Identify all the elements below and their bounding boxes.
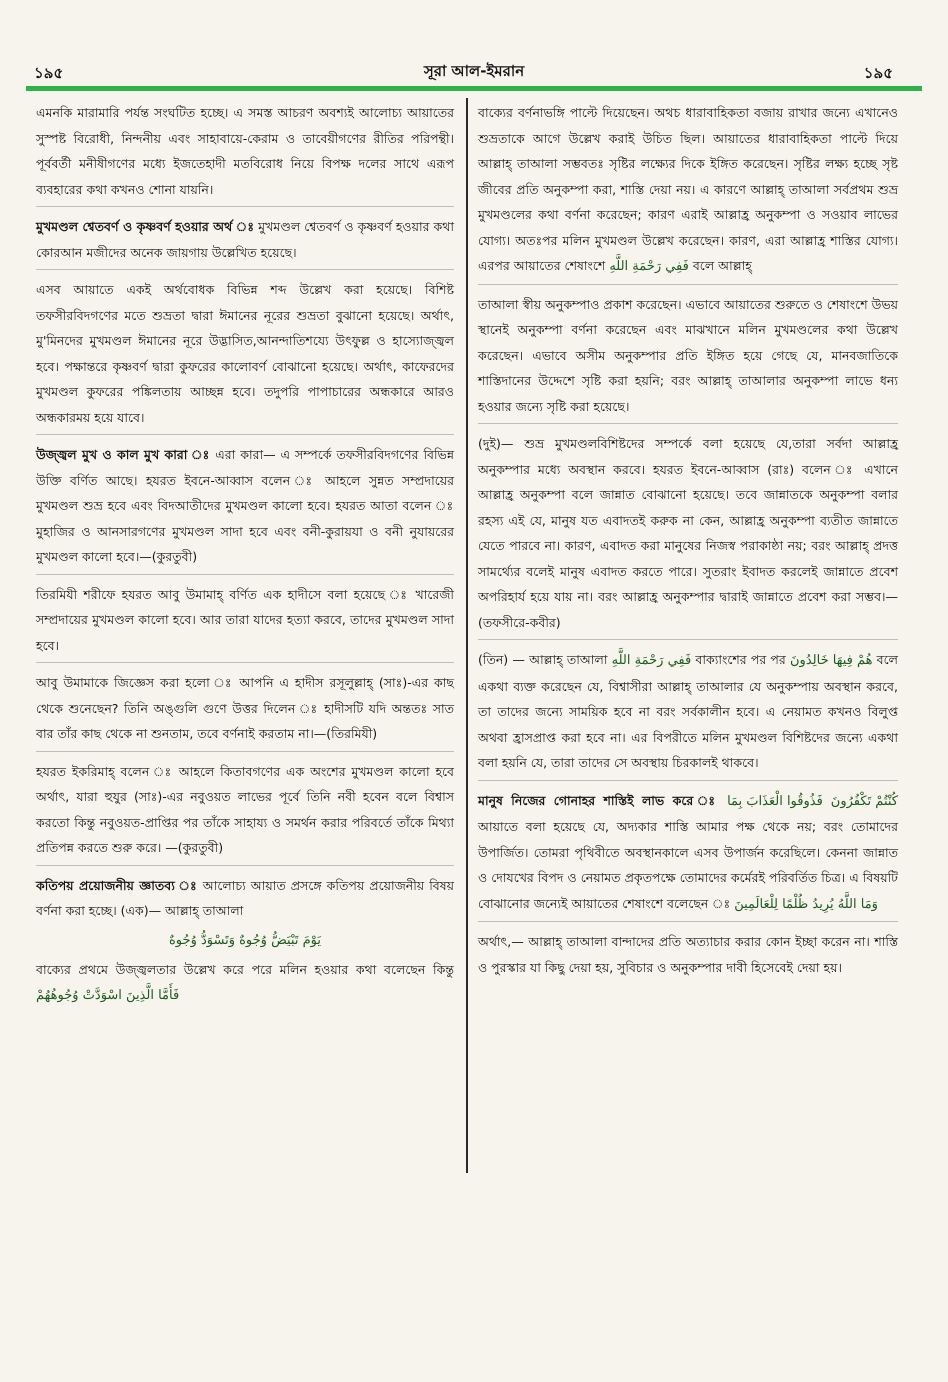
paragraph-text: বাক্যের বর্ণনাভঙ্গি পাল্টে দিয়েছেন। অথচ ধারাবাহিকতা বজায় রাখার জন্যে এখানেও শুভ্রতাকে আগে উল্লেখ করাই উচিত ছিল। আয়াতের ধারাবাহিকতা পাল্টে দিয়ে আল্লাহ্ তাআলা সম্ভবতঃ সৃষ্টির লক্ষ্যের দিকে ইঙ্গিত করেছেন। সৃষ্টির লক্ষ্য হচ্ছে সৃষ্ট জীবের প্রতি অনুকম্পা করা, শাস্তি দেয়া নয়। এ কারণে আল্লাহ্ তাআলা সর্বপ্রথম শুভ্র মুখমণ্ডলের কথা বর্ণনা করেছেন; কারণ এরাই আল্লাহ্র অনুকম্পা ও সওয়াব লাভের যোগ্য। অতঃপর মলিন মুখমণ্ডল উল্লেখ করেছেন। কারণ, এরা আল্লাহ্র শাস্তির যোগ্য। এরপর আয়াতের শেষাংশে — [478, 105, 898, 273]
paragraph-text: পর — [770, 652, 786, 667]
paragraph — [36, 442, 454, 570]
paragraph-separator — [478, 639, 898, 640]
paragraph-separator — [478, 921, 898, 922]
arabic-verse: يَوْمَ تَبْيَضُّ وُجُوهٌ وَتَسْوَدُّ وُجُوهٌ — [169, 932, 321, 948]
arabic-verse: فَفِي رَحْمَةِ اللَّهِ — [609, 259, 689, 274]
section-heading: মুখমণ্ডল শ্বেতবর্ণ ও কৃষ্ণবর্ণ হওয়ার অর্থ ঃ — [36, 219, 255, 234]
paragraph — [478, 100, 898, 280]
section-heading: মানুষ নিজের গোনাহর শাস্তিই লাভ করে ঃ — [478, 792, 720, 808]
paragraph — [36, 214, 454, 265]
arabic-verse: فَفِي رَحْمَةِ اللَّهِ — [611, 653, 692, 668]
paragraph-text: বলে একথা ব্যক্ত করেছেন যে, বিশ্বাসীরা আল্লাহ্ তাআলার যে অনুকম্পায় অবস্থান করবে, তা তাদের জন্যে সাময়িক হবে না বরং সর্বকালীন হবে। এ নেয়ামত কখনও বিলুপ্ত অথবা হ্রাসপ্রাপ্ত করা হবে না। এর বিপরীতে মলিন মুখমণ্ডল বিশিষ্টদের জন্যে একথা বলা হয়নি যে, তারা তাদের সে অবস্থায় চিরকালই থাকবে। — [478, 652, 898, 770]
section-heading: কতিপয় প্রয়োজনীয় জ্ঞাতব্য ঃ — [36, 877, 198, 893]
paragraph-separator — [36, 269, 454, 270]
paragraph-text: এরা কারা— এ সম্পর্কে তফসীরবিদগণের বিভিন্ন উক্তি বর্ণিত আছে। হযরত ইবনে-আব্বাস বলেন ঃ আহলে সুন্নত সম্প্রদায়ের মুখমণ্ডল শুভ্র হবে এবং বিদআতীদের মুখমণ্ডল কালো হবে। হযরত আতা বলেন ঃ মুহাজির ও আনসারগণের মুখমণ্ডল সাদা হবে এবং বনী-কুরায়যা ও বনী নুযায়রের মুখমণ্ডল কালো হবে।—(কুরতুবী) — [36, 447, 454, 564]
paragraph-text: আলোচ্য আয়াত প্রসঙ্গে কতিপয় প্রয়োজনীয় বিষয় বর্ণনা করা হচ্ছে। (এক)— আল্লাহ্ তাআলা — [36, 877, 454, 918]
page-number-right: ১৯৫ — [863, 64, 893, 82]
surah-title: সূরা আল-ইমরান — [423, 62, 525, 80]
paragraph: এমনকি মারামারি পর্যন্ত সংঘটিত হচ্ছে। এ সমস্ত আচরণ অবশ্যই আলোচ্য আয়াতের সুস্পষ্ট বিরোধী, নিন্দনীয় এবং সাহাবায়ে-কেরাম ও তাবেয়ীগণের রীতির পরিপন্থী। পূর্ববর্তী মনীষীগণের মধ্যে ইজতেহাদী মতবিরোধ নিয়ে বিপক্ষ দলের সাথে এরূপ ব্যবহারের কথা কখনও শোনা যায়নি। — [36, 105, 454, 197]
paragraph — [478, 647, 898, 776]
paragraph-separator — [478, 423, 898, 424]
arabic-verse: هُمْ فِيهَا خَالِدُونَ — [790, 653, 873, 668]
left-column — [36, 100, 454, 1013]
header-rule — [26, 86, 922, 91]
paragraph: এসব আয়াতে একই অর্থবোধক বিভিন্ন শব্দ উল্লেখ করা হয়েছে। বিশিষ্ট তফসীরবিদগণের মতে শুভ্রতা দ্বারা ঈমানের নূরের শুভ্রতা বুঝানো হয়েছে। অর্থাৎ, মু'মিনদের মুখমণ্ডল ঈমানের নূরে উদ্ভাসিত,আনন্দাতিশয্যে উৎফুল্ল ও হাস্যোজ্জ্বল হবে। পক্ষান্তরে কৃষ্ণবর্ণ দ্বারা কুফরের কালোবর্ণ বোঝানো হয়েছে। অর্থাৎ, কাফেরদের মুখমণ্ডল কুফরের পঙ্কিলতায় আচ্ছন্ন হবে। তদুপরি পাপাচারের অন্ধকারে আরও অন্ধকারময় হয়ে যাবে। — [36, 282, 454, 425]
arabic-verse: فَأَمَّا الَّذِينَ اسْوَدَّتْ وُجُوهُهُمْ — [36, 988, 180, 1003]
column-divider — [466, 98, 468, 1173]
paragraph-text: মুখমণ্ডল শ্বেতবর্ণ ও কৃষ্ণবর্ণ হওয়ার কথা কোরআন মজীদের অনেক জায়গায় উল্লেখিত হয়েছে। — [36, 219, 454, 260]
paragraph-text: (তিন) — আল্লাহ্ তাআলা — [478, 652, 608, 667]
page-number-left: ১৯৫ — [34, 64, 64, 82]
paragraph: (দুই)— শুভ্র মুখমণ্ডলবিশিষ্টদের সম্পর্কে বলা হয়েছে যে,তারা সর্বদা আল্লাহ্র অনুকম্পার মধ্যে অবস্থান করবে। হযরত ইবনে-আব্বাস (রাঃ) বলেন ঃ এখানে আল্লাহ্র অনুকম্পা বলে জান্নাত বোঝানো হয়েছে। তবে জান্নাতকে অনুকম্পা বলার রহস্য এই যে, মানুষ যত এবাদতই করুক না কেন, আল্লাহ্র অনুকম্পা ব্যতীত জান্নাতে যেতে পারবে না। কারণ, এবাদত করা মানুষের নিজস্ব পরাকাষ্ঠা নয়; বরং আল্লাহ্ প্রদত্ত সামর্থ্যের বলেই মানুষ এবাদত করতে পারে। সুতরাং ইবাদত করলেই জান্নাতে প্রবেশ অপরিহার্য হয়ে যায় না। বরং আল্লাহ্র অনুকম্পার দ্বারাই জান্নাতে প্রবেশ করা সম্ভব।—(তফসীরে-কবীর) — [478, 436, 898, 630]
paragraph-text: বাক্যাংশের পর — [695, 652, 767, 667]
arabic-verse: وَمَا اللَّهُ يُرِيدُ ظُلْمًا لِلْعَالَمِينَ — [734, 896, 878, 912]
paragraph — [36, 873, 454, 924]
paragraph: তিরমিযী শরীফে হযরত আবু উমামাহ্ বর্ণিত এক হাদীসে বলা হয়েছে ঃ খারেজী সম্প্রদায়ের মুখমণ্ডল কালো হবে। আর তারা যাদের হত্যা করবে, তাদের মুখমণ্ডল সাদা হবে। — [36, 586, 454, 653]
paragraph-separator — [36, 865, 454, 866]
arabic-verse: كُنْتُمْ تَكْفُرُونَ — [830, 793, 898, 809]
paragraph: তাআলা স্বীয় অনুকম্পাও প্রকাশ করেছেন। এভাবে আয়াতের শুরুতে ও শেষাংশে উভয় স্থানেই অনুকম্পা বর্ণনা করেছেন এবং মাঝখানে মলিন মুখমণ্ডলের কথা উল্লেখ করেছেন। এভাবে অসীম অনুকম্পার প্রতি ইঙ্গিত হয়ে গেছে যে, মানবজাতিকে শাস্তিদানের উদ্দেশে সৃষ্টি করা হয়নি; বরং আল্লাহ্ তাআলার অনুকম্পা লাভে ধন্য হওয়ার জন্যে সৃষ্টি করা হয়েছে। — [478, 296, 898, 414]
paragraph-separator — [478, 780, 898, 781]
paragraph: আবু উমামাকে জিজ্ঞেস করা হলো ঃ আপনি এ হাদীস রসূলুল্লাহ্ (সাঃ)-এর কাছ থেকে শুনেছেন? তিনি অঙ্গুলি গুণে উত্তর দিলেন ঃ হাদীসটি যদি অন্ততঃ সাত বার তাঁর কাছ থেকে না শুনতাম, তবে বর্ণনাই করতাম না।—(তিরমিযী) — [36, 675, 454, 741]
page-header — [0, 58, 948, 84]
paragraph — [478, 788, 898, 918]
paragraph: অর্থাৎ,— আল্লাহ্ তাআলা বান্দাদের প্রতি অত্যাচার করার কোন ইচ্ছা করেন না। শাস্তি ও পুরস্কার যা কিছু দেয়া হয়, সুবিচার ও অনুকম্পার দাবী হিসেবেই দেয়া হয়। — [478, 934, 898, 975]
paragraph-separator — [36, 434, 454, 435]
paragraph-text: বলে আল্লাহ্ — [692, 258, 752, 273]
paragraph-separator — [478, 284, 898, 285]
paragraph — [36, 957, 454, 1009]
section-heading: উজ্জ্বল মুখ ও কাল মুখ কারা ঃ — [36, 447, 211, 462]
paragraph-separator — [36, 751, 454, 752]
paragraph-text: বাক্যের প্রথমে উজ্জ্বলতার উল্লেখ করে পরে মলিন হওয়ার কথা বলেছেন কিন্তু — [36, 961, 454, 977]
arabic-verse: فَذُوقُوا الْعَذَابَ بِمَا — [727, 793, 823, 809]
paragraph: হযরত ইকরিমাহ্ বলেন ঃ আহলে কিতাবগণের এক অংশের মুখমণ্ডল কালো হবে অর্থাৎ, যারা হুযুর (সাঃ)-এর নবুওয়ত লাভের পূর্বে তিনি নবী হবেন বলে বিশ্বাস করতো কিন্তু নবুওয়ত-প্রাপ্তির পর তাঁকে সাহায্য ও সমর্থন করার পরিবর্তে তাঁকে মিথ্যা প্রতিপন্ন করতে শুরু করে। —(কুরতুবী) — [36, 763, 454, 855]
paragraph-separator — [36, 662, 454, 663]
paragraph-text: আয়াতে বলা হয়েছে যে, অদ্যকার শাস্তি আমার পক্ষ থেকে নয়; বরং তোমাদের উপার্জিত। তোমরা পৃথিবীতে অবস্থানকালে এসব উপার্জন করেছিলে। কেননা জান্নাত ও দোযখের বিপদ ও নেয়ামত প্রকৃতপক্ষে তোমাদের কর্মেরই পরিবর্তিত চিত্র। এ বিষয়টি বোঝানোর জন্যেই আয়াতের শেষাংশে বলেছেন ঃ — [478, 819, 898, 911]
paragraph-separator — [36, 574, 454, 575]
right-column — [478, 100, 898, 984]
paragraph-separator — [36, 206, 454, 207]
